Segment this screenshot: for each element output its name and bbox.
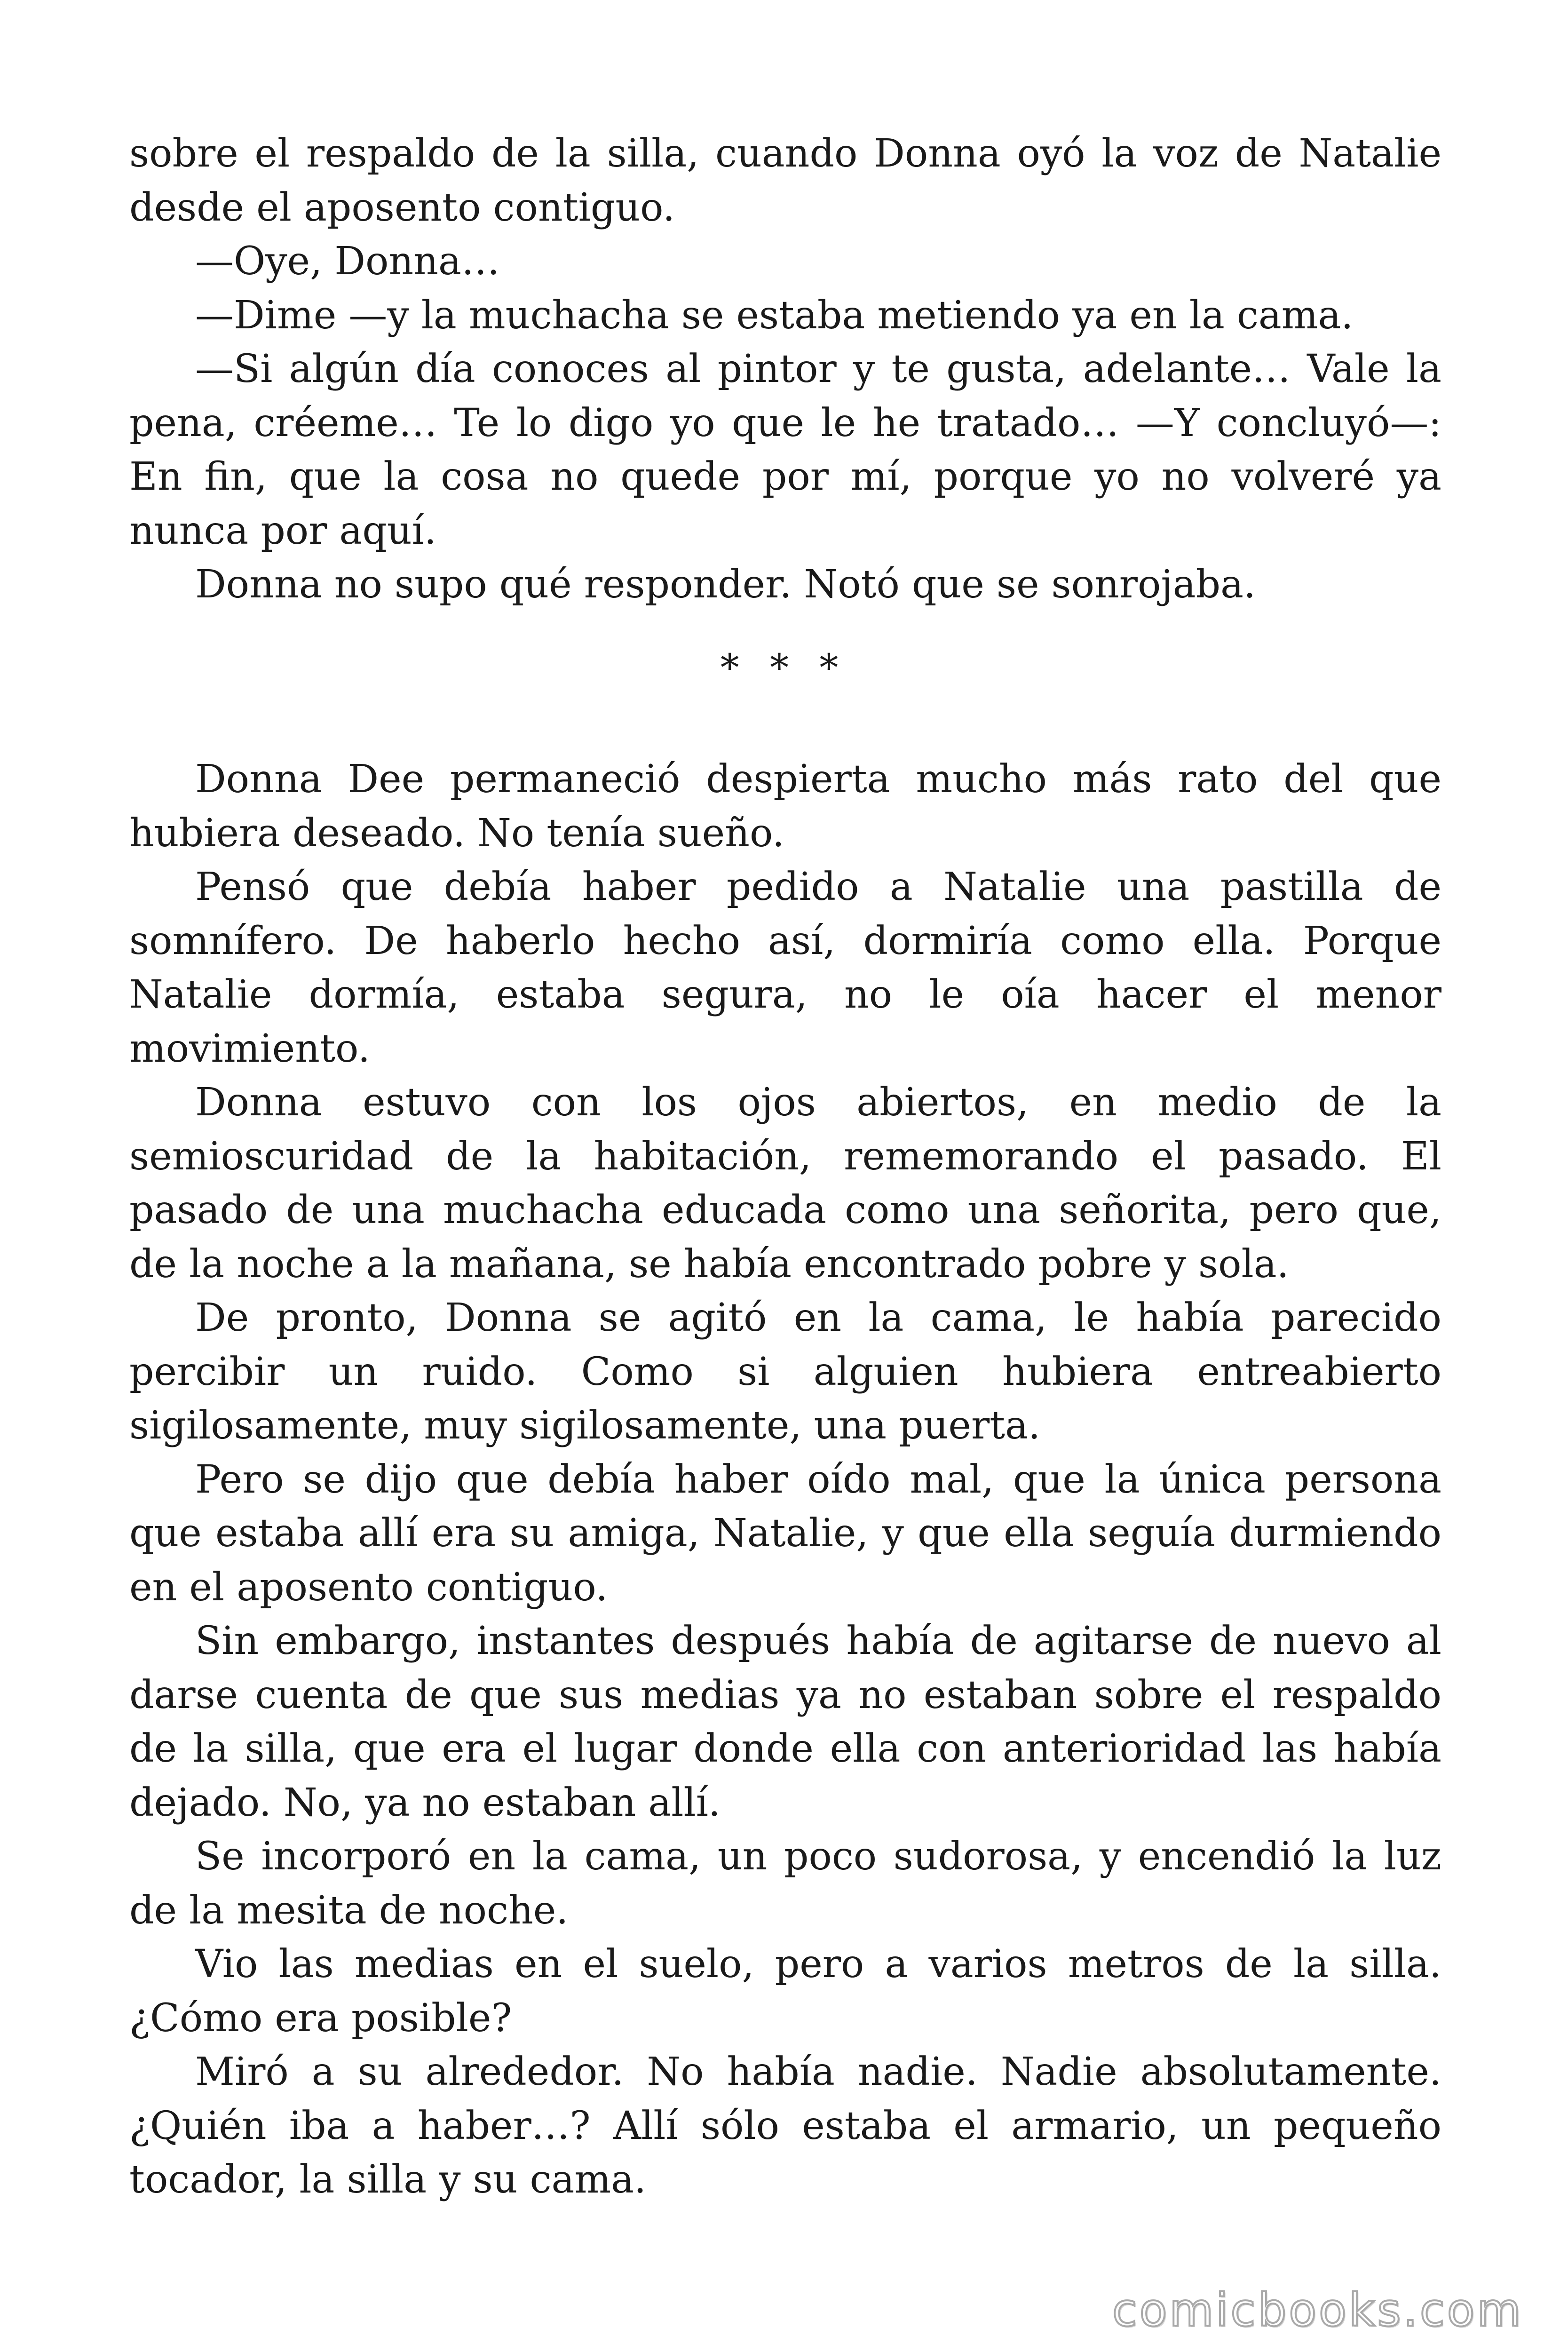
paragraph: Miró a su alrededor. No había nadie. Nadie absolutamente. ¿Quién iba a haber…? Allí sólo estaba el armario, un pequeño tocador, la silla y su cama. <box>129 2050 1441 2202</box>
paragraph: Donna estuvo con los ojos abiertos, en medio de la semioscuridad de la habitación, rememorando el pasado. El pasado de una muchacha educada como una señorita, pero que, de la noche a la mañana, se había encontrado pobre y sola. <box>129 1080 1441 1287</box>
paragraph: sobre el respaldo de la silla, cuando Donna oyó la voz de Natalie desde el aposento contiguo. <box>129 131 1441 230</box>
paragraph: Vio las medias en el suelo, pero a varios metros de la silla. ¿Cómo era posible? <box>129 1942 1441 2041</box>
paragraph: Sin embargo, instantes después había de agitarse de nuevo al darse cuenta de que sus medias ya no estaban sobre el respaldo de la silla, que era el lugar donde ella con anterioridad las había dejado. No, ya no estaban allí. <box>129 1619 1441 1825</box>
paragraph: Pero se dijo que debía haber oído mal, que la única persona que estaba allí era su amiga, Natalie, y que ella seguía durmiendo en el aposento contiguo. <box>129 1457 1441 1610</box>
paragraph: Donna Dee permaneció despierta mucho más rato del que hubiera deseado. No tenía sueño. <box>129 757 1441 856</box>
scene-break: * * * <box>720 646 848 690</box>
text-section-2 <box>129 753 1441 2207</box>
paragraph: Se incorporó en la cama, un poco sudorosa, y encendió la luz de la mesita de noche. <box>129 1834 1441 1933</box>
paragraph: —Si algún día conoces al pintor y te gusta, adelante… Vale la pena, créeme… Te lo digo yo que le he tratado… —Y concluyó—: En fin, que la cosa no quede por mí, porque yo no volveré ya nunca por aquí. <box>129 347 1441 553</box>
paragraph: —Oye, Donna… <box>195 239 500 284</box>
paragraph: De pronto, Donna se agitó en la cama, le había parecido percibir un ruido. Como si alguien hubiera entreabierto sigilosamente, muy sigilosamente, una puerta. <box>129 1295 1441 1448</box>
text-section-1 <box>129 127 1441 612</box>
paragraph: —Dime —y la muchacha se estaba metiendo ya en la cama. <box>195 293 1354 338</box>
paragraph: Pensó que debía haber pedido a Natalie una pastilla de somnífero. De haberlo hecho así, dormiría como ella. Porque Natalie dormía, estaba segura, no le oía hacer el menor movimiento. <box>129 865 1441 1071</box>
watermark: comicbooks.com <box>1112 2284 1523 2336</box>
paragraph: Donna no supo qué responder. Notó que se sonrojaba. <box>195 562 1256 607</box>
